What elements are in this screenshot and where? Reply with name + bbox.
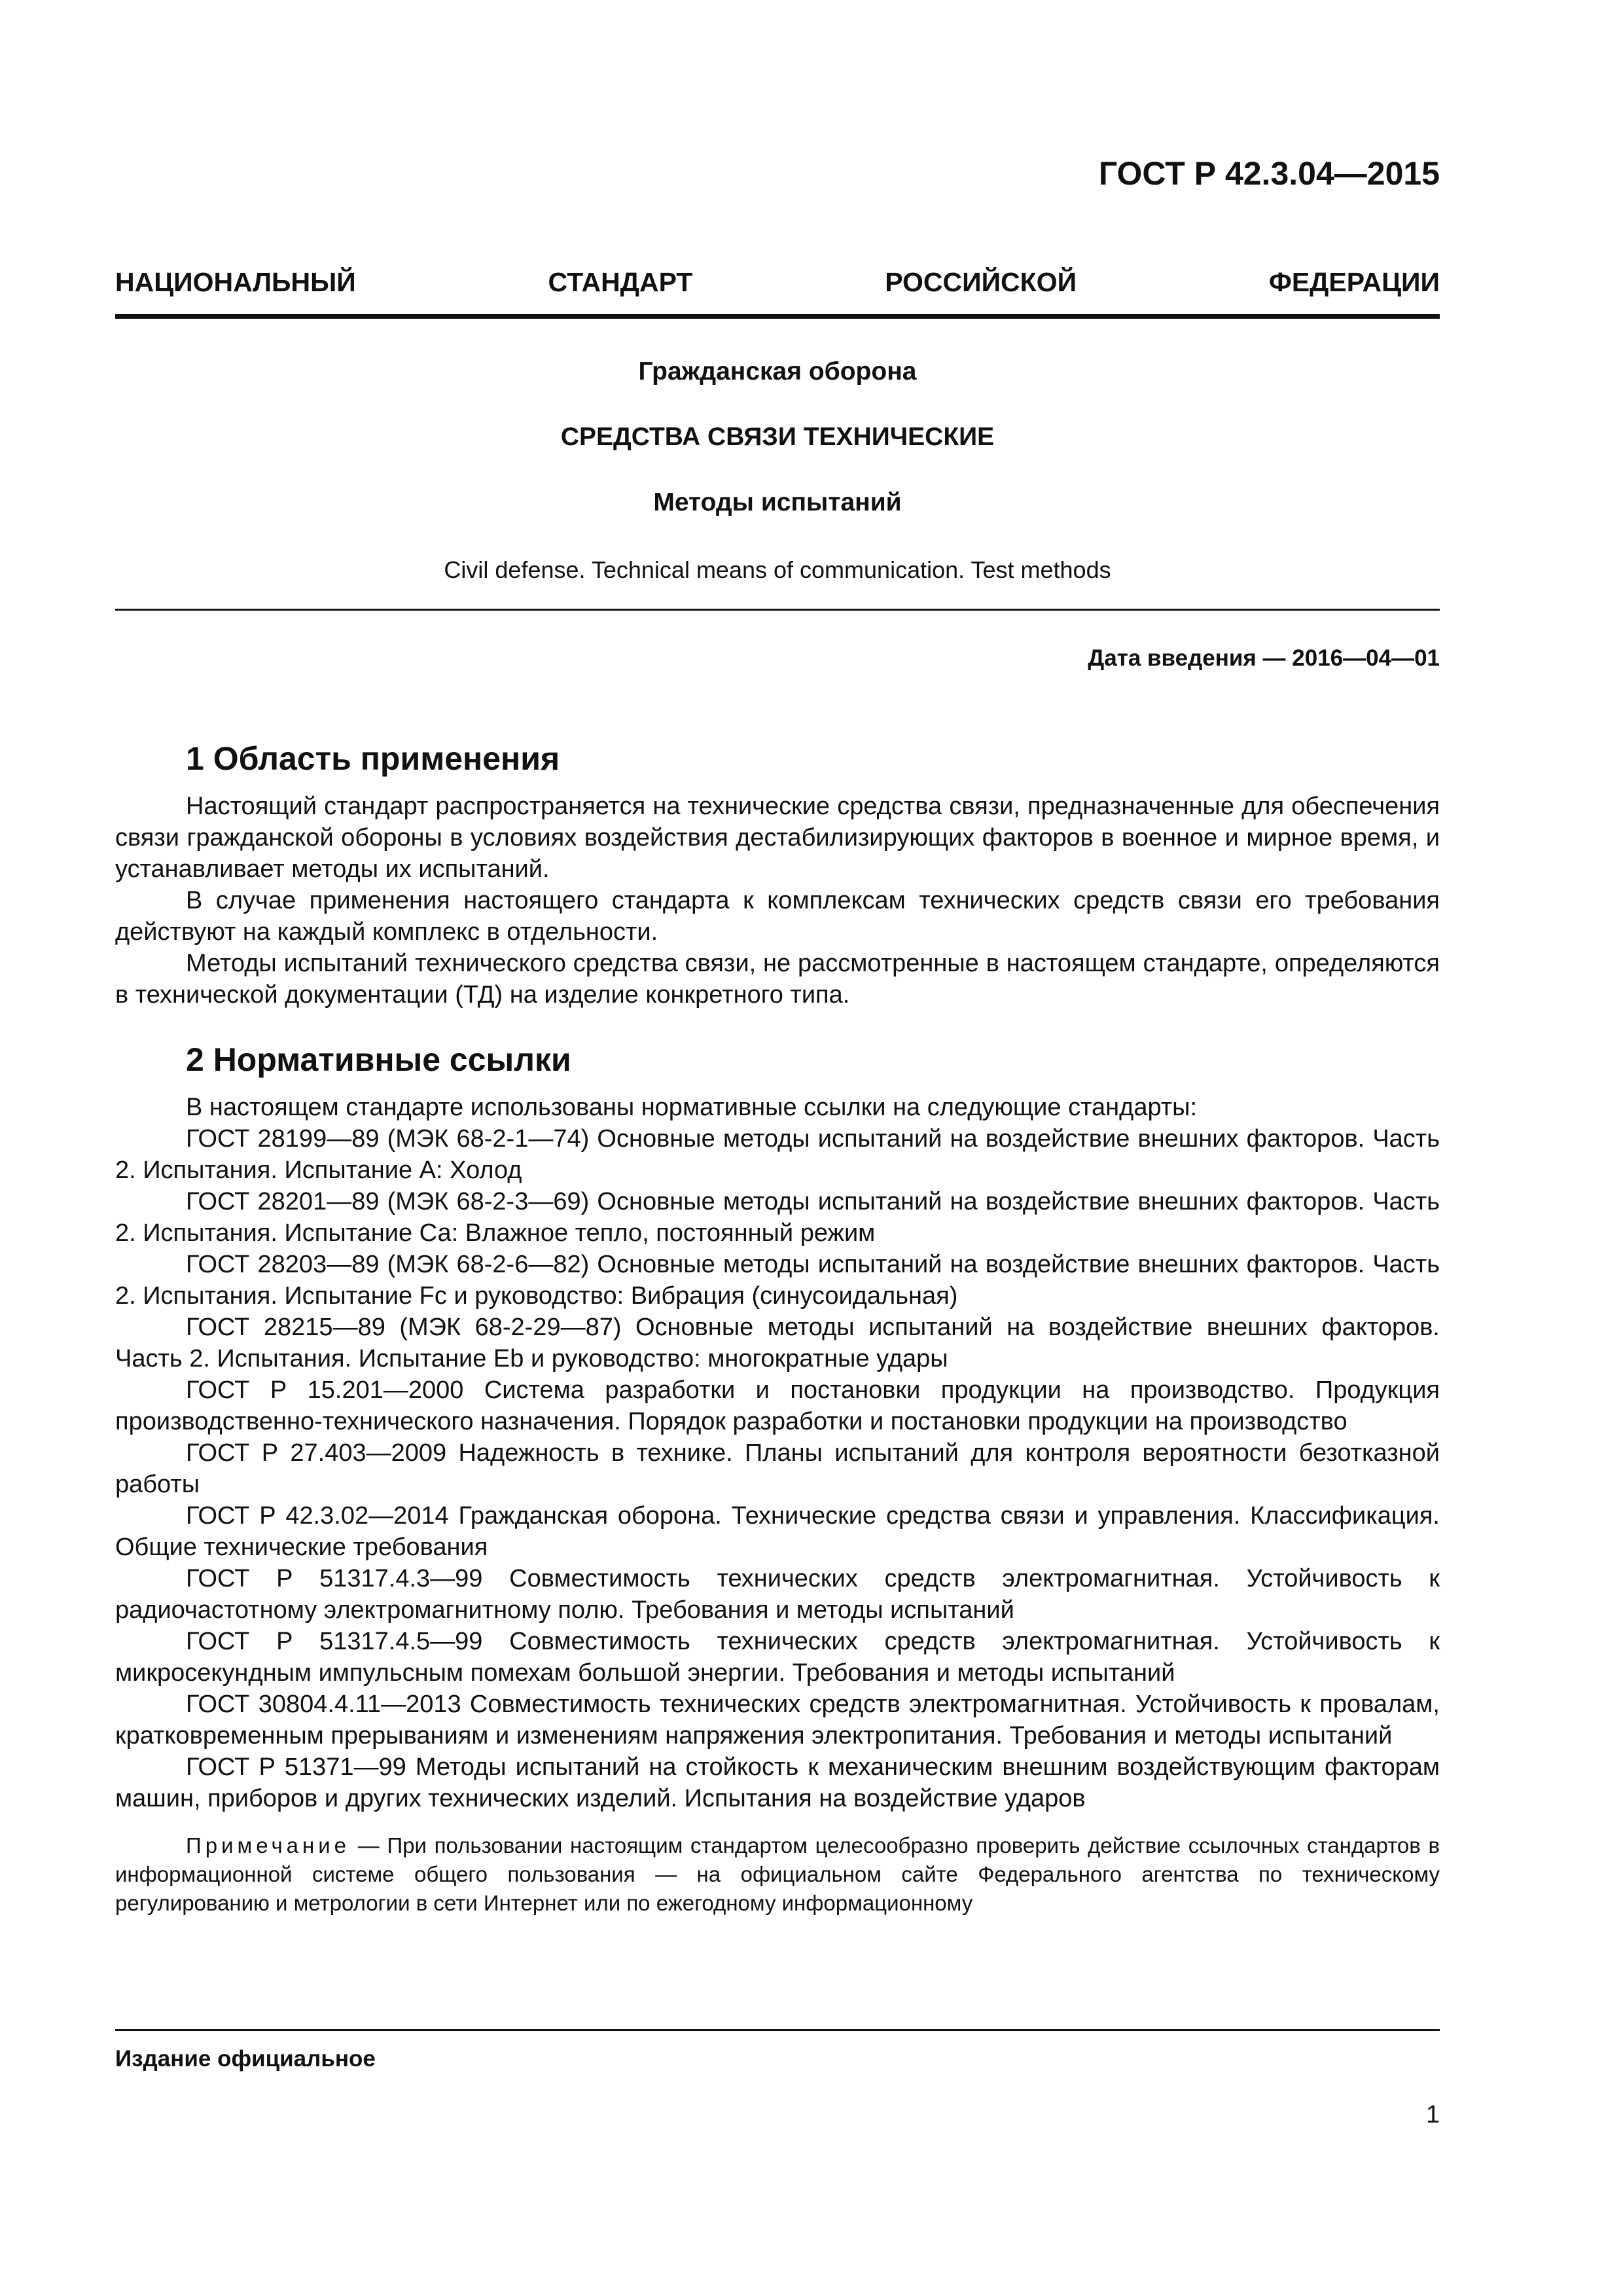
edition-label: Издание официальное: [115, 2046, 376, 2072]
banner-word: РОССИЙСКОЙ: [885, 267, 1077, 297]
document-code: ГОСТ Р 42.3.04—2015: [1098, 155, 1440, 192]
title-english: Civil defense. Technical means of communication. Test methods: [444, 556, 1111, 583]
introduction-date: Дата введения — 2016—04—01: [1088, 645, 1440, 671]
note-label: Примечание: [186, 1833, 351, 1857]
reference-item: ГОСТ 28203—89 (МЭК 68-2-6—82) Основные методы испытаний на воздействие внешних факторов. Часть 2. Испытания. Испытание Fc и руководство: Вибрация (синусоидальная): [115, 1251, 1440, 1310]
document-body: [115, 736, 1440, 1918]
paragraph: Методы испытаний технического средства связи, не рассмотренные в настоящем стандарте, определяются в технической документации (ТД) на изделие конкретного типа.: [115, 950, 1440, 1009]
banner-word: НАЦИОНАЛЬНЫЙ: [115, 267, 356, 297]
title-divider: [115, 609, 1440, 611]
banner-word: ФЕДЕРАЦИИ: [1268, 267, 1440, 297]
reference-item: ГОСТ Р 51371—99 Методы испытаний на стойкость к механическим внешним воздействующим факторам машин, приборов и других технических изделий. Испытания на воздействие ударов: [115, 1753, 1440, 1812]
section-2-body: [115, 1092, 1440, 1814]
reference-item: ГОСТ Р 51317.4.5—99 Совместимость технических средств электромагнитная. Устойчивость к микросекундным импульсным помехам большой энергии. Требования и методы испытаний: [115, 1628, 1440, 1687]
reference-item: ГОСТ Р 15.201—2000 Система разработки и постановки продукции на производство. Продукция производственно-технического назначения. Порядок разработки и постановки продукции на производство: [115, 1376, 1440, 1435]
section-spacer: [115, 1011, 1440, 1037]
paragraph: В настоящем стандарте использованы нормативные ссылки на следующие стандарты:: [186, 1094, 1198, 1121]
banner-word: СТАНДАРТ: [548, 267, 693, 297]
reference-item: ГОСТ Р 42.3.02—2014 Гражданская оборона. Технические средства связи и управления. Классификация. Общие технические требования: [115, 1502, 1440, 1561]
reference-item: ГОСТ 30804.4.11—2013 Совместимость технических средств электромагнитная. Устойчивость к провалам, кратковременным прерываниям и изменениям напряжения электропитания. Требования и методы испытаний: [115, 1691, 1440, 1749]
title-line-2: СРЕДСТВА СВЯЗИ ТЕХНИЧЕСКИЕ: [560, 423, 995, 451]
paragraph: Настоящий стандарт распространяется на технические средства связи, предназначенные для обеспечения связи гражданской обороны в условиях воздействия дестабилизирующих факторов в военное и мирное время, и устанавливает методы их испытаний.: [115, 793, 1440, 883]
note-text: — При пользовании настоящим стандартом целесообразно проверить действие ссылочных стандартов в информационной системе общего пользования — на официальном сайте Федерального агентства по техническому регулированию и метрологии в сети Интернет или по ежегодному информационному: [115, 1833, 1440, 1915]
section-heading: 1 Область применения: [186, 740, 560, 777]
page-number: 1: [1425, 2101, 1440, 2128]
reference-item: ГОСТ Р 51317.4.3—99 Совместимость технических средств электромагнитная. Устойчивость к радиочастотному электромагнитному полю. Требования и методы испытаний: [115, 1565, 1440, 1624]
reference-item: ГОСТ Р 27.403—2009 Надежность в технике. Планы испытаний для контроля вероятности безотказной работы: [115, 1439, 1440, 1498]
title-line-3: Методы испытаний: [653, 488, 902, 516]
note: [115, 1831, 1440, 1918]
reference-item: ГОСТ 28215—89 (МЭК 68-2-29—87) Основные методы испытаний на воздействие внешних факторов. Часть 2. Испытания. Испытание Eb и руководство: многократные удары: [115, 1314, 1440, 1372]
reference-item: ГОСТ 28201—89 (МЭК 68-2-3—69) Основные методы испытаний на воздействие внешних факторов. Часть 2. Испытания. Испытание Са: Влажное тепло, постоянный режим: [115, 1188, 1440, 1247]
footer-divider: [115, 2029, 1440, 2031]
reference-item: ГОСТ 28199—89 (МЭК 68-2-1—74) Основные методы испытаний на воздействие внешних факторов. Часть 2. Испытания. Испытание А: Холод: [115, 1125, 1440, 1184]
section-1-body: [115, 791, 1440, 1011]
title-line-1: Гражданская оборона: [638, 357, 917, 386]
section-heading: 2 Нормативные ссылки: [186, 1041, 571, 1078]
paragraph: В случае применения настоящего стандарта к комплексам технических средств связи его требования действуют на каждый комплекс в отдельности.: [115, 887, 1440, 946]
national-standard-banner: [115, 267, 1440, 298]
header-divider: [115, 314, 1440, 319]
